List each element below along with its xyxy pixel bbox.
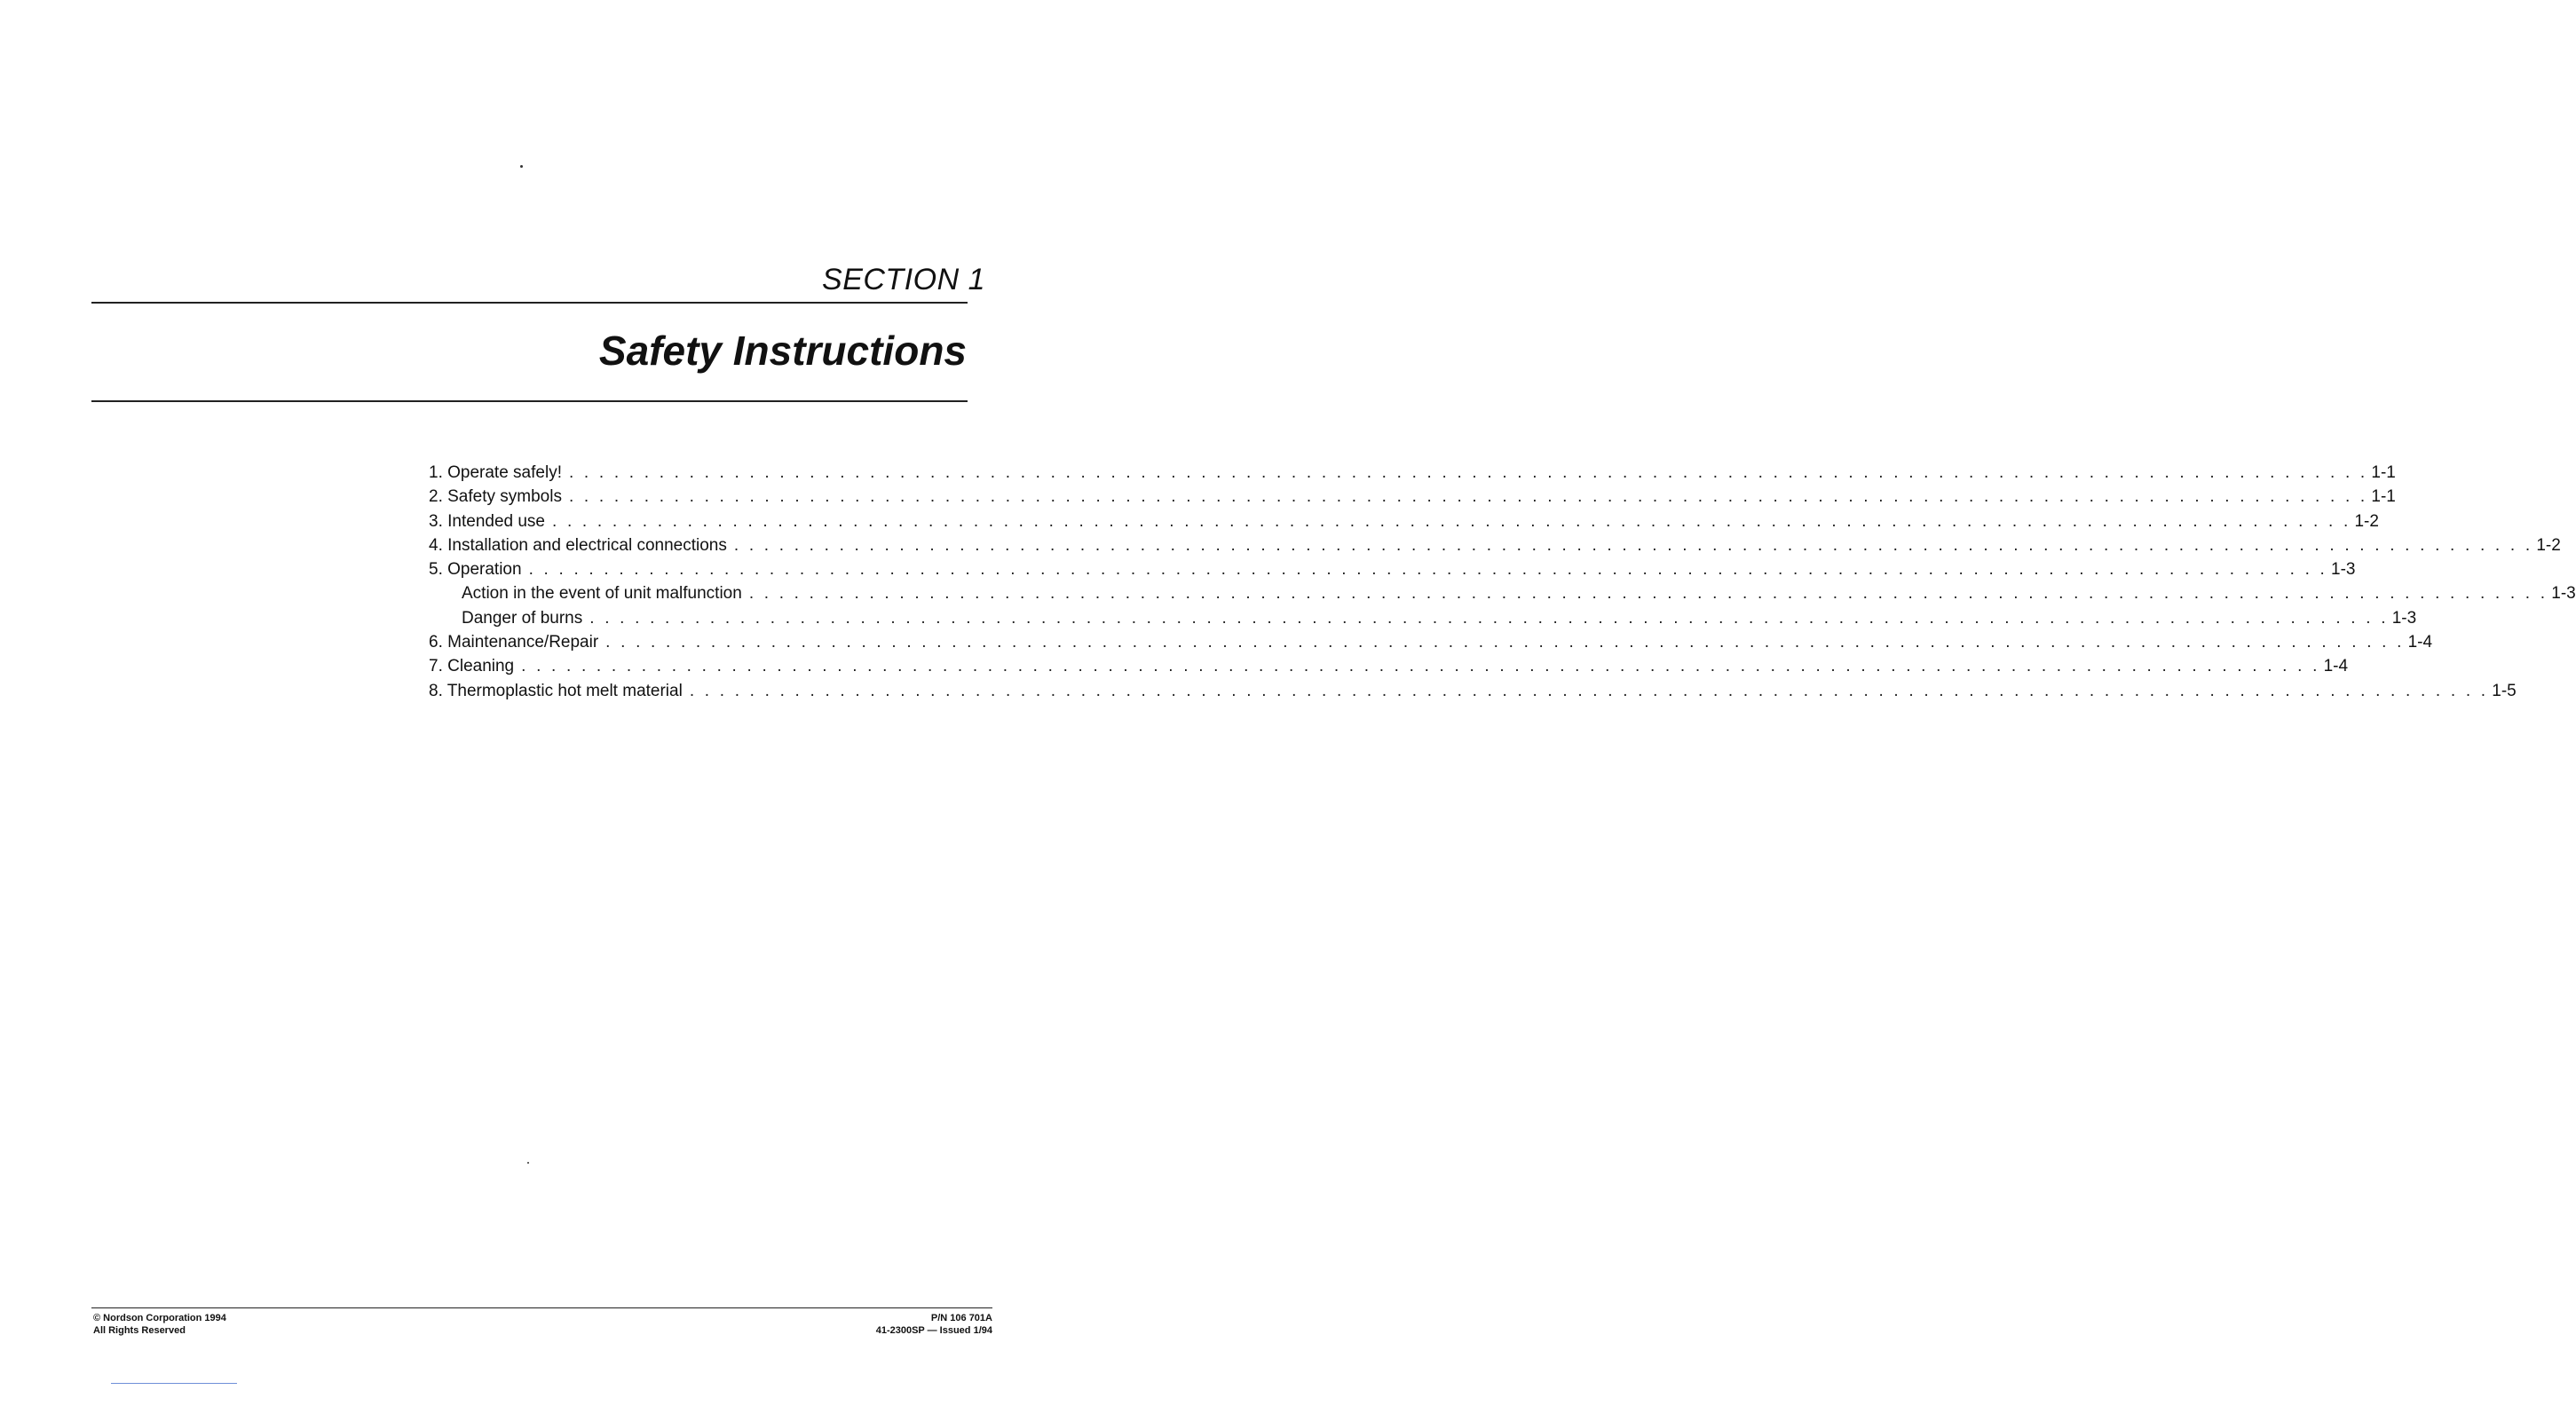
toc-entry-label: 2. Safety symbols — [429, 487, 562, 507]
toc-dot-leader: . . . . . . . . . . . . . . . . . . . . . . . . . . . . . . . . . . . . . . . . . . . . . . . . . . . . . . . . . . . . . . . . . . . . . . . . . . . . . . . . . . . . . . . . . . . . . . . . . . . . . . . . . . . . . . . . . . . . . . . . — [748, 584, 2548, 604]
toc-entry-label: Action in the event of unit malfunction — [462, 584, 742, 604]
toc-entry-page: 1-2 — [2354, 511, 2379, 531]
toc-entry-page: 1-5 — [2492, 681, 2517, 700]
footer-part-block — [876, 1312, 992, 1337]
toc-entry-page: 1-3 — [2551, 584, 2576, 604]
toc-subentry[interactable] — [429, 608, 2417, 633]
toc-dot-leader: . . . . . . . . . . . . . . . . . . . . . . . . . . . . . . . . . . . . . . . . . . . . . . . . . . . . . . . . . . . . . . . . . . . . . . . . . . . . . . . . . . . . . . . . . . . . . . . . . . . . . . . . . . . . . . . . . . . . . . . . — [552, 511, 2351, 531]
toc-entry[interactable] — [429, 633, 2433, 657]
toc-dot-leader: . . . . . . . . . . . . . . . . . . . . . . . . . . . . . . . . . . . . . . . . . . . . . . . . . . . . . . . . . . . . . . . . . . . . . . . . . . . . . . . . . . . . . . . . . . . . . . . . . . . . . . . . . . . . . . . . . . . . . . . . — [689, 681, 2489, 700]
footer-part-number: P/N 106 701A — [930, 1313, 992, 1323]
toc-entry-label: 6. Maintenance/Repair — [429, 633, 599, 652]
header-top-rule — [91, 302, 968, 304]
footer-copyright: © Nordson Corporation 1994 — [93, 1313, 226, 1323]
toc-entry-label: 3. Intended use — [429, 511, 545, 531]
toc-entry-label: 4. Installation and electrical connections — [429, 535, 727, 555]
toc-entry[interactable] — [429, 487, 2396, 511]
footer-rights: All Rights Reserved — [93, 1325, 186, 1336]
section-label: SECTION 1 — [822, 263, 985, 296]
toc-dot-leader: . . . . . . . . . . . . . . . . . . . . . . . . . . . . . . . . . . . . . . . . . . . . . . . . . . . . . . . . . . . . . . . . . . . . . . . . . . . . . . . . . . . . . . . . . . . . . . . . . . . . . . . . . . . . . . . . . . . . . . . . — [568, 463, 2368, 482]
toc-entry-label: 5. Operation — [429, 560, 522, 580]
bottom-edge-line — [111, 1383, 237, 1384]
toc-entry[interactable] — [429, 511, 2379, 536]
page-speck — [527, 1162, 529, 1164]
toc-entry-page: 1-3 — [2331, 560, 2356, 580]
toc-entry-page: 1-2 — [2536, 535, 2561, 555]
footer-copyright-block — [93, 1312, 226, 1337]
toc-entry[interactable] — [429, 463, 2396, 487]
toc-subentry[interactable] — [429, 584, 2576, 608]
toc-entry-page: 1-1 — [2371, 463, 2396, 482]
toc-entry-label: 7. Cleaning — [429, 657, 515, 676]
toc-entry[interactable] — [429, 681, 2517, 706]
footer-rule — [91, 1307, 992, 1308]
toc-entry[interactable] — [429, 560, 2356, 584]
toc-entry[interactable] — [429, 535, 2561, 560]
toc-dot-leader: . . . . . . . . . . . . . . . . . . . . . . . . . . . . . . . . . . . . . . . . . . . . . . . . . . . . . . . . . . . . . . . . . . . . . . . . . . . . . . . . . . . . . . . . . . . . . . . . . . . . . . . . . . . . . . . . . . . . . . . . — [605, 633, 2405, 652]
toc-dot-leader: . . . . . . . . . . . . . . . . . . . . . . . . . . . . . . . . . . . . . . . . . . . . . . . . . . . . . . . . . . . . . . . . . . . . . . . . . . . . . . . . . . . . . . . . . . . . . . . . . . . . . . . . . . . . . . . . . . . . . . . . — [568, 487, 2368, 507]
toc-entry-page: 1-1 — [2371, 487, 2396, 507]
toc-entry-label: Danger of burns — [462, 608, 583, 628]
toc-entry-page: 1-4 — [2407, 633, 2433, 652]
toc-entry-label: 1. Operate safely! — [429, 463, 562, 482]
toc-entry-page: 1-4 — [2323, 657, 2349, 676]
toc-entry-label: 8. Thermoplastic hot melt material — [429, 681, 683, 700]
page-title: Safety Instructions — [598, 328, 967, 374]
toc-entry[interactable] — [429, 657, 2349, 681]
toc-dot-leader: . . . . . . . . . . . . . . . . . . . . . . . . . . . . . . . . . . . . . . . . . . . . . . . . . . . . . . . . . . . . . . . . . . . . . . . . . . . . . . . . . . . . . . . . . . . . . . . . . . . . . . . . . . . . . . . . . . . . . . . . — [521, 657, 2320, 676]
toc-dot-leader: . . . . . . . . . . . . . . . . . . . . . . . . . . . . . . . . . . . . . . . . . . . . . . . . . . . . . . . . . . . . . . . . . . . . . . . . . . . . . . . . . . . . . . . . . . . . . . . . . . . . . . . . . . . . . . . . . . . . . . . . — [528, 560, 2328, 580]
toc-dot-leader: . . . . . . . . . . . . . . . . . . . . . . . . . . . . . . . . . . . . . . . . . . . . . . . . . . . . . . . . . . . . . . . . . . . . . . . . . . . . . . . . . . . . . . . . . . . . . . . . . . . . . . . . . . . . . . . . . . . . . . . . — [589, 608, 2389, 628]
footer-issue: 41-2300SP — Issued 1/94 — [875, 1325, 992, 1336]
page-speck — [520, 165, 523, 168]
header-bottom-rule — [91, 400, 968, 402]
toc-dot-leader: . . . . . . . . . . . . . . . . . . . . . . . . . . . . . . . . . . . . . . . . . . . . . . . . . . . . . . . . . . . . . . . . . . . . . . . . . . . . . . . . . . . . . . . . . . . . . . . . . . . . . . . . . . . . . . . . . . . . . . . . — [733, 535, 2533, 555]
toc-entry-page: 1-3 — [2391, 608, 2417, 628]
table-of-contents — [429, 463, 2576, 706]
